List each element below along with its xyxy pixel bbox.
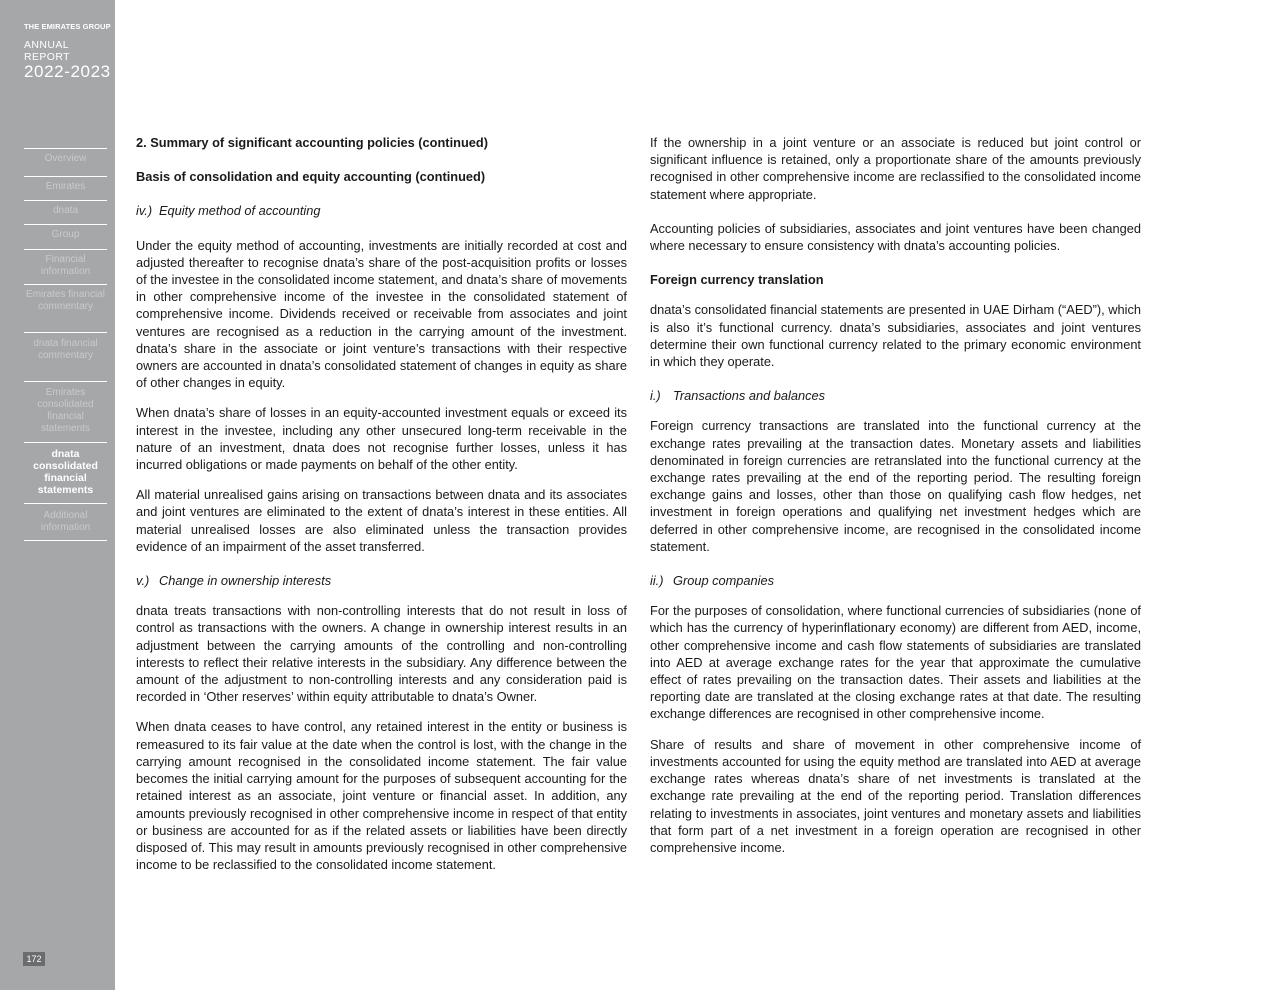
subsection-number: i.) — [650, 388, 661, 404]
nav-item-dnata[interactable]: dnata — [24, 200, 107, 224]
paragraph: Share of results and share of movement in other comprehensive income of investments accounted for using the equity method are translated into AED at average exchange rates whereas dnata’s share of net investments is translated at the exchange rate prevailing at the end of the reporting period. Translation differences relating to investments in associates, joint ventures and monetary assets and liabilities that form part of a net investment in a foreign operation are recognised in other comprehensive income. — [650, 736, 1141, 855]
nav-item-emirates-consolidated-financial-statements[interactable]: Emirates consolidated financial statements — [24, 381, 107, 442]
sidebar-nav — [24, 148, 107, 541]
section-heading: 2. Summary of significant accounting policies (continued) — [136, 135, 488, 150]
paragraph: If the ownership in a joint venture or an associate is reduced but joint control or significant influence is retained, only a proportionate share of the amounts previously recognised in other comprehensive income are reclassified to the consolidated income statement where appropriate. — [650, 135, 1141, 202]
brand-group-name: THE EMIRATES GROUP — [24, 22, 111, 31]
page-number: 172 — [23, 952, 45, 966]
subsection-label: Equity method of accounting — [159, 203, 321, 219]
nav-item-group[interactable]: Group — [24, 224, 107, 249]
nav-divider — [24, 540, 107, 541]
paragraph: dnata treats transactions with non-controlling interests that do not result in loss of control as transactions with the owners. A change in ownership interest results in an adjustment between the carrying amounts of the controlling and non-controlling interests to reflect their relative interests in the subsidiary. Any difference between the amount of the adjustment to non-controlling interests and any consideration paid is recorded in ‘Other reserves’ within equity attributable to dnata’s Owner. — [136, 603, 627, 705]
section-subheading: Basis of consolidation and equity accounting (continued) — [136, 169, 486, 185]
paragraph: Foreign currency transactions are translated into the functional currency at the exchange rates prevailing at the transaction dates. Monetary assets and liabilities denominated in foreign currencies are retranslated into the functional currency at the exchange rates prevailing at the end of the reporting period. The resulting foreign exchange gains and losses, other than those on qualifying cash flow hedges, net investment in foreign operations and qualifying net investment hedges which are deferred in other comprehensive income, are recognised in the consolidated income statement. — [650, 418, 1141, 554]
paragraph: When dnata ceases to have control, any retained interest in the entity or business is remeasured to its fair value at the date when the control is lost, with the change in the carrying amount recognised in the consolidated income statement. The fair value becomes the initial carrying amount for the purposes of subsequent accounting for the retained interest as an associate, joint venture or financial asset. In addition, any amounts previously recognised in other comprehensive income in respect of that entity or business are accounted for as if the related assets or liabilities have been directly disposed of. This may result in amounts previously recognised in other comprehensive income to be reclassified to the consolidated income statement. — [136, 719, 627, 873]
nav-item-emirates-financial-commentary[interactable]: Emirates financial commentary — [24, 284, 107, 332]
subsection-title — [136, 572, 627, 589]
nav-item-dnata-consolidated-financial-statements[interactable]: dnata consolidated financial statements — [24, 442, 107, 503]
right-column — [650, 134, 1141, 856]
sidebar — [0, 0, 115, 990]
subsection-number: v.) — [136, 573, 150, 589]
subsection-label: Group companies — [673, 573, 775, 589]
subsection-number: iv.) — [136, 203, 153, 219]
subsection-label: Transactions and balances — [673, 388, 825, 404]
brand-report-year: 2022-2023 — [24, 62, 111, 81]
subsection-label: Change in ownership interests — [159, 573, 332, 589]
subsection-title — [650, 572, 1141, 589]
paragraph: All material unrealised gains arising on transactions between dnata and its associates and joint ventures are eliminated to the extent of dnata’s interest in these entities. All material unrealised losses are also eliminated unless the transaction provides evidence of an impairment of the asset transferred. — [136, 487, 627, 554]
nav-item-dnata-financial-commentary[interactable]: dnata financial commentary — [24, 332, 107, 381]
brand-block — [24, 22, 115, 81]
nav-item-emirates[interactable]: Emirates — [24, 176, 107, 200]
paragraph: For the purposes of consolidation, where functional currencies of subsidiaries (none of which has the currency of hyperinflationary economy) are different from AED, income, other comprehensive income and cash flow statements of subsidiaries are translated into AED at average exchange rates for the year that approximate the cumulative effect of rates prevailing on the transaction dates. Their assets and liabilities at the reporting date are translated at the closing exchange rates at that date. The resulting exchange differences are recognised in other comprehensive income. — [650, 603, 1141, 722]
subsection-number: ii.) — [650, 573, 664, 589]
subsection-title — [136, 202, 627, 219]
section-heading: Foreign currency translation — [650, 272, 824, 288]
nav-item-additional-information[interactable]: Additional information — [24, 503, 107, 540]
nav-item-overview[interactable]: Overview — [24, 148, 107, 176]
left-column — [136, 134, 627, 873]
paragraph: When dnata’s share of losses in an equity-accounted investment equals or exceed its interest in the investee, including any other unsecured long-term receivable in the nature of an investment, dnata does not recognise further losses, unless it has incurred obligations or made payments on behalf of the other entity. — [136, 405, 627, 473]
brand-report-title: ANNUAL REPORT — [24, 39, 70, 63]
nav-item-financial-information[interactable]: Financial information — [24, 249, 107, 284]
paragraph: Under the equity method of accounting, investments are initially recorded at cost and adjusted thereafter to recognise dnata’s share of the post-acquisition profits or losses of the investee in the consolidated income statement, and dnata’s share of movements in other comprehensive income of the investee in the consolidated statement of comprehensive income. Dividends received or receivable from associates and joint ventures are recognised as a reduction in the carrying amount of the investment. dnata’s share in the associate or joint venture’s transactions with their respective owners are accounted in dnata’s consolidated statement of changes in equity as share of other changes in equity. — [136, 237, 627, 391]
paragraph: dnata’s consolidated financial statements are presented in UAE Dirham (“AED”), which is also it’s functional currency. dnata’s subsidiaries, associates and joint ventures determine their own functional currency related to the primary economic environment in which they operate. — [650, 302, 1141, 370]
subsection-title — [650, 387, 1141, 404]
paragraph: Accounting policies of subsidiaries, associates and joint ventures have been changed where necessary to ensure consistency with dnata’s accounting policies. — [650, 220, 1141, 254]
